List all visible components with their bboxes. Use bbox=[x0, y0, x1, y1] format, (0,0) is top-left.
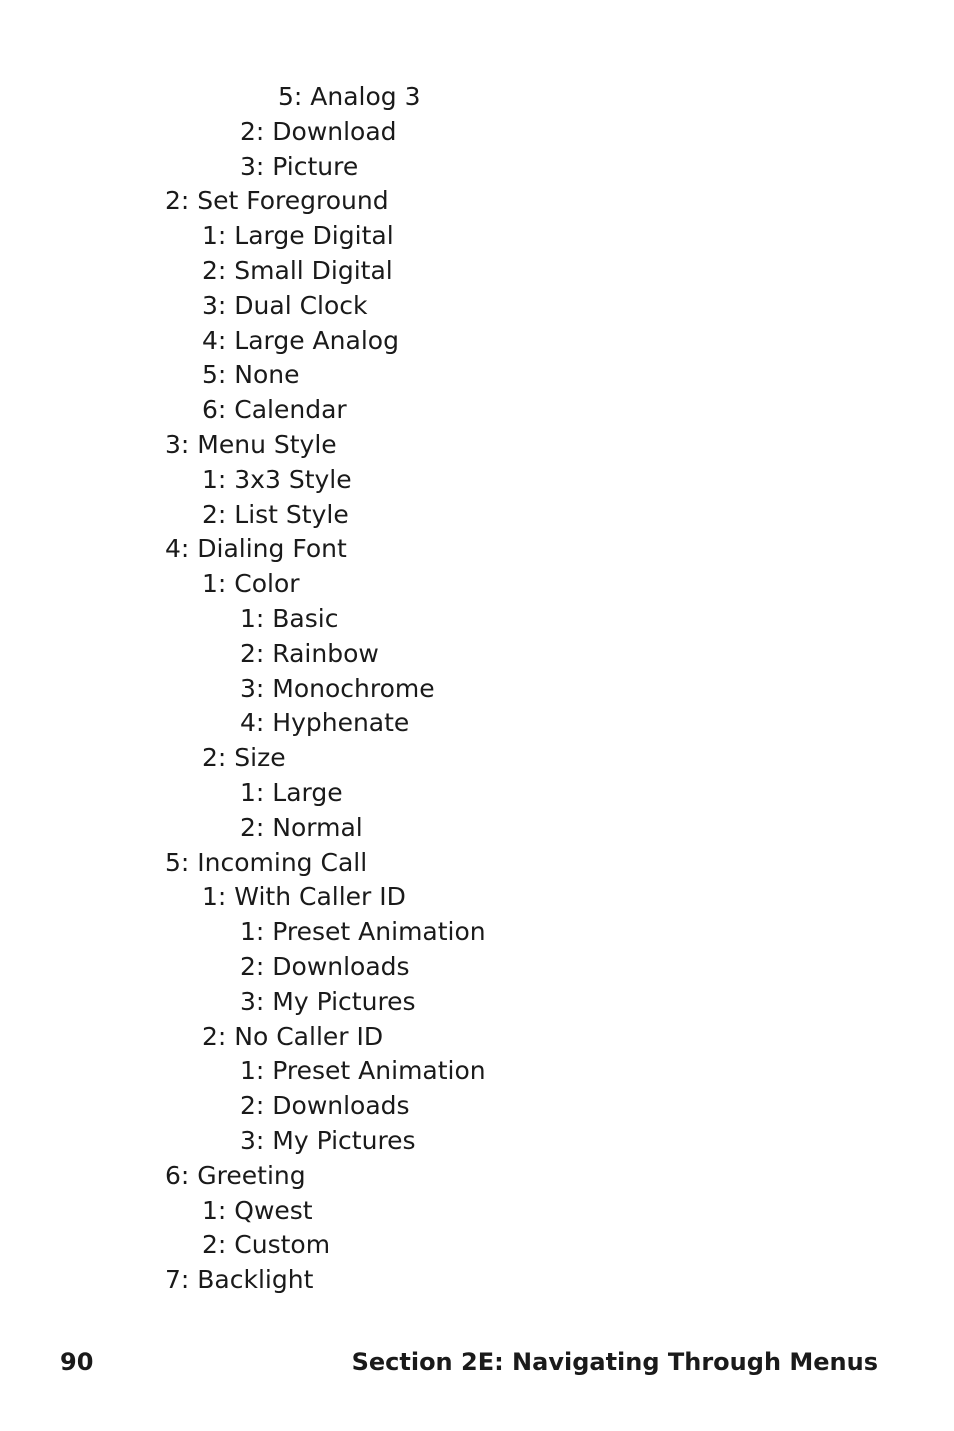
menu-item-level-2: 1: Basic bbox=[240, 603, 339, 633]
menu-item-level-1: 2: Small Digital bbox=[202, 255, 393, 285]
menu-item-level-2: 2: Download bbox=[240, 116, 397, 146]
menu-item-level-1: 4: Large Analog bbox=[202, 325, 399, 355]
menu-item-level-1: 1: Large Digital bbox=[202, 221, 394, 251]
page-number: 90 bbox=[60, 1348, 94, 1376]
menu-item-level-0: 7: Backlight bbox=[165, 1265, 314, 1295]
menu-item-level-2: 3: My Pictures bbox=[240, 1125, 416, 1155]
menu-item-level-1: 2: List Style bbox=[202, 499, 349, 529]
menu-item-level-2: 1: Preset Animation bbox=[240, 1056, 486, 1086]
section-title: Section 2E: Navigating Through Menus bbox=[351, 1348, 878, 1376]
menu-item-level-1: 3: Dual Clock bbox=[202, 290, 368, 320]
menu-item-level-0: 5: Incoming Call bbox=[165, 847, 368, 877]
menu-item-level-0: 2: Set Foreground bbox=[165, 186, 389, 216]
menu-item-level-2: 1: Preset Animation bbox=[240, 917, 486, 947]
menu-item-level-2: 2: Rainbow bbox=[240, 638, 379, 668]
menu-item-level-1: 5: None bbox=[202, 360, 300, 390]
page-footer bbox=[0, 1342, 954, 1382]
menu-item-level-3: 5: Analog 3 bbox=[278, 82, 421, 111]
menu-item-level-0: 3: Menu Style bbox=[165, 429, 337, 459]
menu-item-level-1: 1: 3x3 Style bbox=[202, 464, 352, 494]
menu-outline bbox=[0, 80, 954, 1298]
menu-item-level-2: 1: Large bbox=[240, 777, 343, 807]
menu-item-level-2: 3: Picture bbox=[240, 151, 359, 181]
menu-item-level-1: 1: Qwest bbox=[202, 1195, 313, 1225]
menu-item-level-2: 2: Downloads bbox=[240, 951, 410, 981]
menu-item-level-1: 6: Calendar bbox=[202, 395, 347, 425]
menu-item-level-2: 3: Monochrome bbox=[240, 673, 435, 703]
menu-item-level-1: 2: Custom bbox=[202, 1230, 331, 1260]
menu-item-level-2: 4: Hyphenate bbox=[240, 708, 410, 738]
menu-item-level-0: 4: Dialing Font bbox=[165, 534, 347, 564]
menu-item-level-2: 2: Normal bbox=[240, 812, 363, 842]
menu-item-level-2: 3: My Pictures bbox=[240, 986, 416, 1016]
menu-item-level-1: 2: Size bbox=[202, 743, 286, 773]
menu-item-level-0: 6: Greeting bbox=[165, 1160, 306, 1190]
menu-item-level-1: 1: With Caller ID bbox=[202, 882, 406, 912]
menu-item-level-1: 2: No Caller ID bbox=[202, 1021, 384, 1051]
menu-item-level-2: 2: Downloads bbox=[240, 1091, 410, 1121]
menu-item-level-1: 1: Color bbox=[202, 569, 300, 599]
